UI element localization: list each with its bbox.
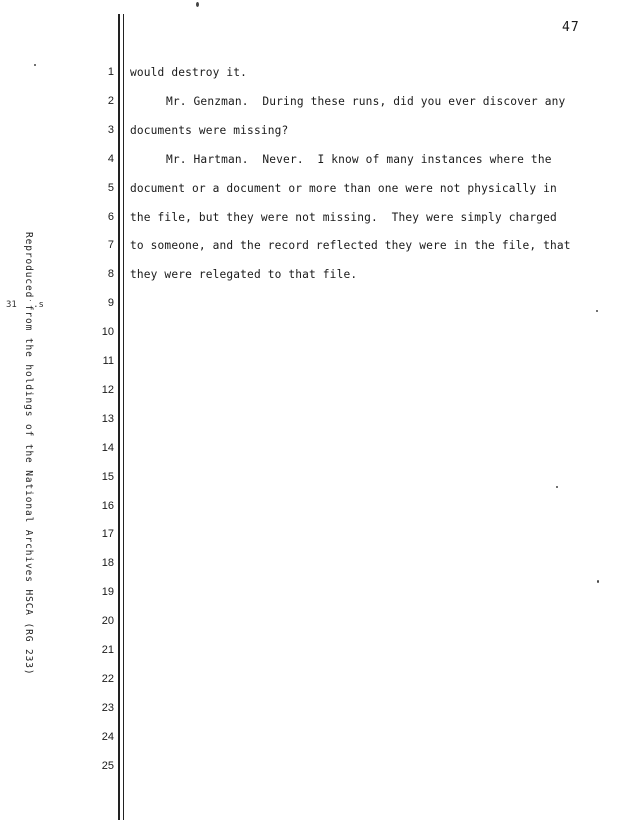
line-number: 16 xyxy=(101,499,114,512)
line-number: 6 xyxy=(107,210,114,223)
line-number: 1 xyxy=(107,66,114,78)
line-number: 24 xyxy=(101,730,114,743)
line-number: 11 xyxy=(102,355,114,367)
line-number: 18 xyxy=(101,557,114,570)
margin-rule-inner xyxy=(123,14,124,820)
transcript-line: documents were missing? xyxy=(130,123,289,137)
transcript-line: to someone, and the record reflected they were in the file, that xyxy=(130,239,571,253)
line-number: 8 xyxy=(107,268,114,281)
line-number: 2 xyxy=(107,94,114,107)
line-number: 13 xyxy=(101,412,114,425)
scan-speck xyxy=(34,64,36,66)
line-number: 23 xyxy=(101,701,114,714)
transcript-line: document or a document or more than one were not physically in xyxy=(130,181,557,195)
line-number: 3 xyxy=(107,123,114,136)
margin-mark: 31 ˙.s xyxy=(6,300,44,310)
transcript-line: Mr. Genzman. During these runs, did you ever discover any xyxy=(166,94,566,108)
scan-speck xyxy=(556,486,558,488)
transcript-line: the file, but they were not missing. They were simply charged xyxy=(130,210,557,224)
line-number: 7 xyxy=(107,239,114,252)
margin-rule-outer xyxy=(118,14,120,820)
transcript-line: Mr. Hartman. Never. I know of many instances where the xyxy=(166,152,552,166)
line-number: 12 xyxy=(101,383,114,396)
line-number: 14 xyxy=(101,441,114,454)
line-number: 4 xyxy=(107,152,114,165)
line-number: 22 xyxy=(101,672,114,685)
scan-speck xyxy=(597,580,599,583)
line-number: 20 xyxy=(101,615,114,628)
scan-speck xyxy=(596,310,598,312)
line-number: 17 xyxy=(101,528,114,541)
transcript-line: they were relegated to that file. xyxy=(130,268,358,282)
scan-speck xyxy=(196,2,199,7)
transcript-line: would destroy it. xyxy=(130,66,248,79)
line-number: 5 xyxy=(107,181,114,194)
line-number: 21 xyxy=(101,644,114,656)
line-number: 9 xyxy=(107,297,114,310)
archive-stamp: Reproduced from the holdings of the National Archives HSCA (RG 233) xyxy=(23,232,34,676)
line-number: 19 xyxy=(101,586,114,599)
line-number: 15 xyxy=(101,470,114,483)
line-number: 10 xyxy=(101,326,114,339)
line-number: 25 xyxy=(101,759,114,772)
page-number: 47 xyxy=(562,20,580,35)
